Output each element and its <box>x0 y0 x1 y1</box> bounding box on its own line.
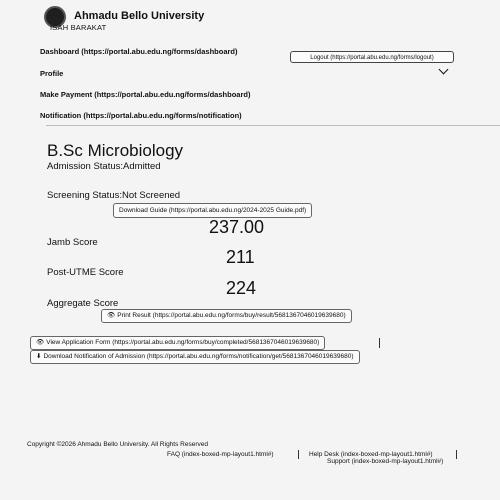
program-title: B.Sc Microbiology <box>47 141 184 160</box>
jamb-score-label: Jamb Score <box>47 237 98 248</box>
chevron-down-icon[interactable] <box>439 65 449 75</box>
nav-profile-link[interactable]: Profile <box>40 69 64 78</box>
screening-status: Screening Status:Not Screened <box>47 190 181 201</box>
download-notification-label: Download Notification of Admission (https://portal.abu.edu.ng/forms/notification/get/5681367046019639680) <box>43 353 354 360</box>
footer-separator <box>298 450 299 459</box>
faq-link[interactable]: FAQ (index-boxed-mp-layout1.html#) <box>167 451 274 458</box>
view-application-button[interactable] <box>30 336 325 350</box>
admission-status: Admission Status:Admitted <box>47 161 161 172</box>
help-desk-link[interactable]: Help Desk (index-boxed-mp-layout1.html#) <box>309 451 433 458</box>
post-utme-score-value: 224 <box>226 278 257 298</box>
download-guide-button[interactable] <box>113 203 312 218</box>
print-result-label: Print Result (https://portal.abu.edu.ng/forms/buy/result/5681367046019639680) <box>117 312 346 319</box>
copyright-text: Copyright ©2026 Ahmadu Bello University. All Rights Reserved <box>27 441 208 448</box>
logout-button[interactable]: Logout (https://portal.abu.edu.ng/forms/logout) <box>290 51 454 63</box>
nav-dashboard-link[interactable]: Dashboard (https://portal.abu.edu.ng/forms/dashboard) <box>40 47 238 56</box>
nav-notification-link[interactable]: Notification (https://portal.abu.edu.ng/forms/notification) <box>40 111 242 120</box>
post-utme-score-label: Post-UTME Score <box>47 267 124 278</box>
jamb-score-value: 211 <box>226 247 255 267</box>
footer-separator <box>456 450 457 459</box>
eye-icon: 👁 <box>107 312 116 319</box>
user-name: ISAH BARAKAT <box>50 23 107 32</box>
download-icon: ⬇ <box>36 353 42 360</box>
eye-icon: 👁 <box>36 339 45 346</box>
download-notification-button[interactable] <box>30 350 360 364</box>
support-link[interactable]: Support (index-boxed-mp-layout1.html#) <box>327 458 444 465</box>
view-application-label: View Application Form (https://portal.abu.edu.ng/forms/buy/completed/5681367046019639680) <box>46 339 320 346</box>
header-divider <box>46 125 500 126</box>
download-guide-label: Download Guide (https://portal.abu.edu.ng/2024-2025 Guide.pdf) <box>119 207 307 214</box>
nav-make-payment-link[interactable]: Make Payment (https://portal.abu.edu.ng/forms/dashboard) <box>40 90 251 99</box>
print-result-button[interactable] <box>101 309 352 323</box>
university-name: Ahmadu Bello University <box>74 10 205 22</box>
separator <box>379 338 380 348</box>
aggregate-score-label: Aggregate Score <box>47 298 119 309</box>
aggregate-score-value: 237.00 <box>209 217 265 237</box>
